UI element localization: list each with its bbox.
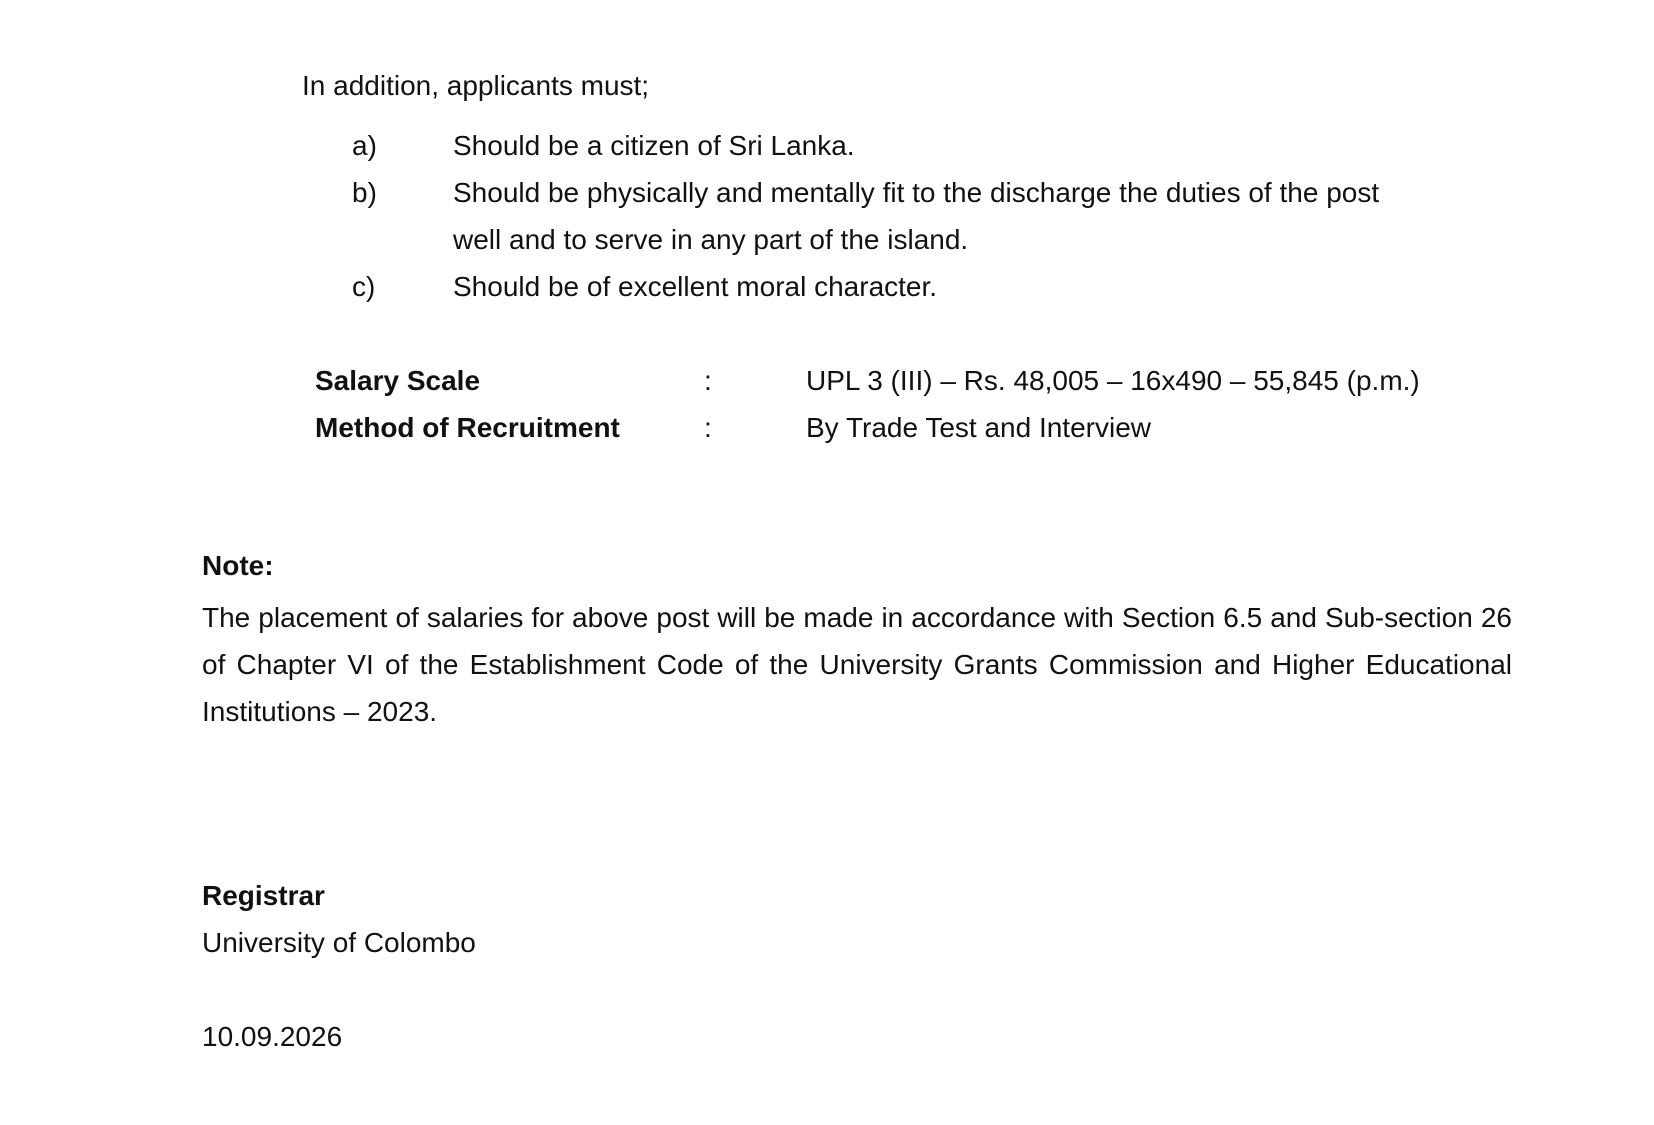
recruitment-method-label: Method of Recruitment bbox=[315, 412, 620, 443]
document-date: 10.09.2026 bbox=[202, 1021, 343, 1052]
salary-scale-value: UPL 3 (III) – Rs. 48,005 – 16x490 – 55,845 (p.m.) bbox=[806, 365, 1420, 396]
requirement-text: Should be of excellent moral character. bbox=[453, 271, 938, 302]
requirement-label: b) bbox=[352, 177, 377, 208]
info-separator: : bbox=[704, 412, 712, 443]
requirement-text: Should be physically and mentally fit to the discharge the duties of the post bbox=[453, 177, 1380, 208]
note-body: The placement of salaries for above post will be made in accordance with Section 6.5 and Sub-section 26 of Chapter VI of the Establishment Code of the University Grants Commission and Higher Educational Institutions – 2023. bbox=[202, 602, 1512, 727]
requirement-text: Should be a citizen of Sri Lanka. bbox=[453, 130, 855, 161]
registrar-title: Registrar bbox=[202, 880, 325, 911]
requirement-label: c) bbox=[352, 271, 376, 302]
salary-scale-label: Salary Scale bbox=[315, 365, 481, 396]
intro-text: In addition, applicants must; bbox=[302, 70, 650, 101]
recruitment-method-value: By Trade Test and Interview bbox=[806, 412, 1151, 443]
info-separator: : bbox=[704, 365, 712, 396]
requirement-label: a) bbox=[352, 130, 377, 161]
note-heading: Note: bbox=[202, 550, 274, 581]
registrar-organization: University of Colombo bbox=[202, 927, 476, 958]
requirement-text-continuation: well and to serve in any part of the island. bbox=[453, 224, 969, 255]
